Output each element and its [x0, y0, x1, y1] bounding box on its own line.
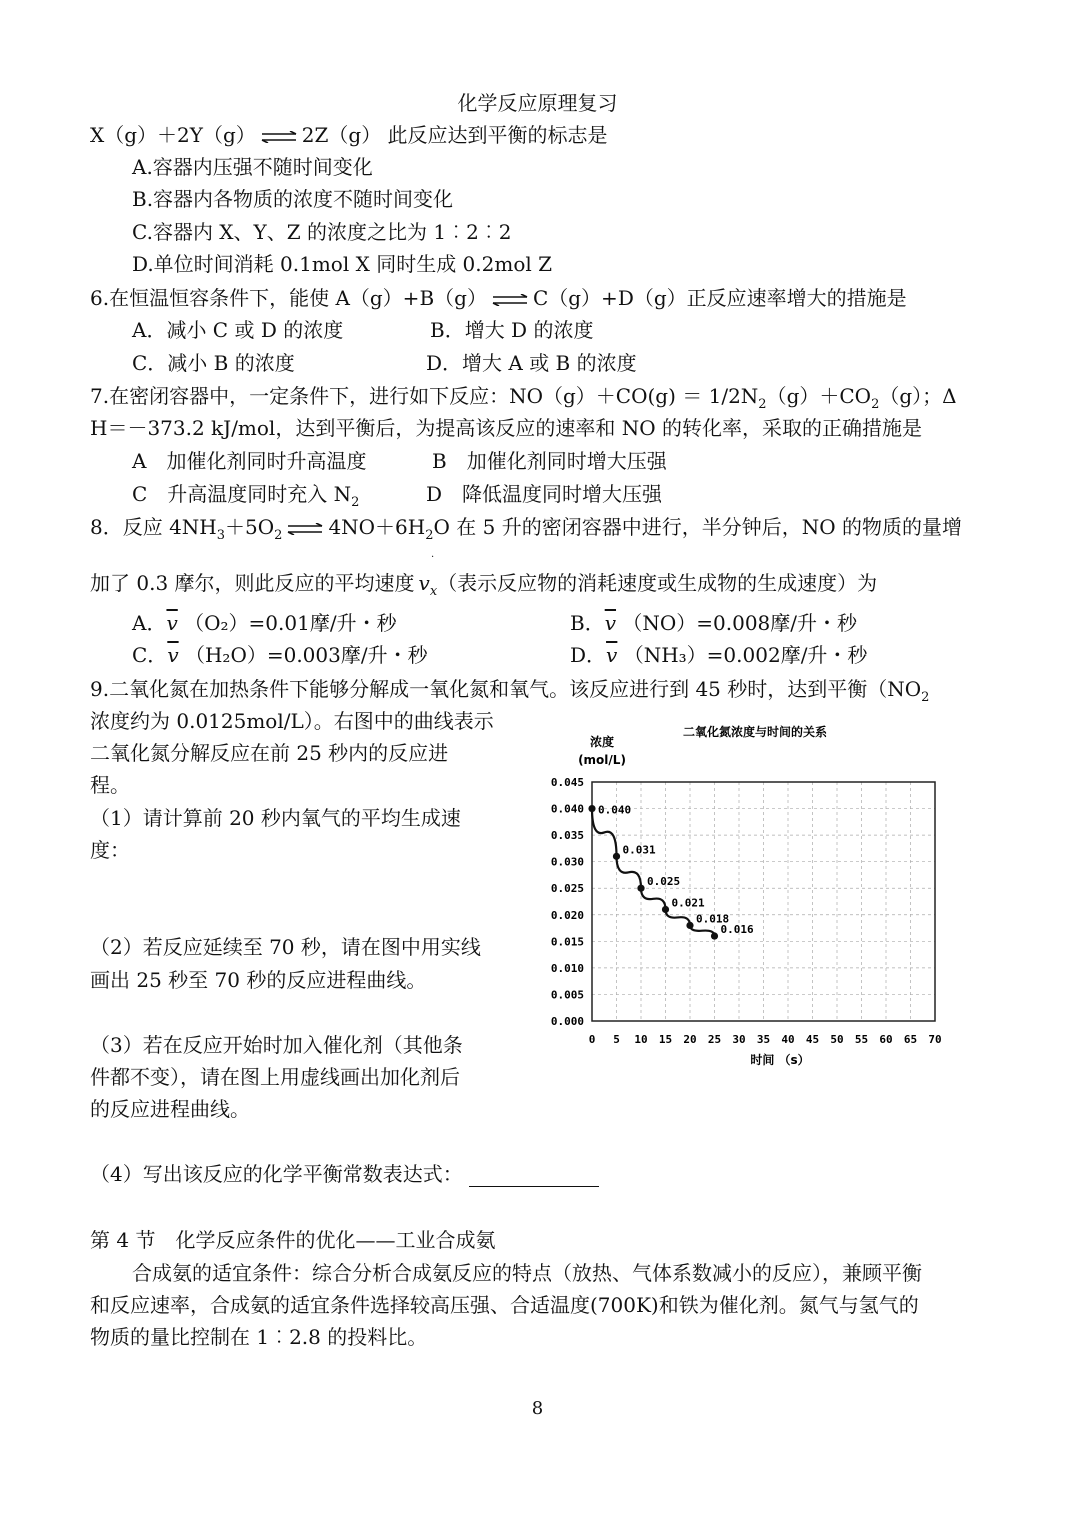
- section-para-line3: 物质的量比控制在 1︰2.8 的投料比。: [90, 1325, 428, 1349]
- x-tick-label: 70: [928, 1033, 942, 1046]
- q8-mid1: ＋5O: [225, 515, 275, 539]
- q8-tail: O 在 5 升的密闭容器中进行，半分钟后，NO 的物质的量增: [433, 515, 962, 539]
- q9-part1-line2: 度：: [90, 838, 130, 862]
- q9-part1-line1: （1）请计算前 20 秒内氧气的平均生成速: [90, 806, 461, 830]
- data-label: 0.016: [720, 923, 754, 937]
- x-tick-label: 35: [756, 1033, 771, 1046]
- data-point: [662, 906, 669, 913]
- y-tick-label: 0.030: [550, 855, 584, 869]
- q8-option-c-text: （H₂O）=0.003摩/升・秒: [184, 643, 428, 667]
- q7-option-c: C 升高温度同时充入 $N_2$: [132, 482, 360, 510]
- q8-option-d: D．v （NH₃）=0.002摩/升・秒: [570, 643, 868, 667]
- x-tick-label: 65: [903, 1033, 918, 1046]
- y-tick-label: 0.005: [550, 988, 584, 1002]
- x-tick-label: 10: [634, 1033, 648, 1046]
- q9-stem-line3: 二氧化氮分解反应在前 25 秒内的反应进: [90, 741, 449, 765]
- q5-stem-tail: 2Z（g） 此反应达到平衡的标志是: [301, 123, 608, 147]
- q5-stem-lead: X（g）＋2Y（g）: [90, 123, 256, 147]
- y-tick-label: 0.000: [550, 1015, 584, 1028]
- no2-concentration-chart: [530, 718, 950, 1073]
- chart-frame: [592, 782, 935, 1021]
- chart-ylabel-unit: (mol/L): [578, 753, 626, 767]
- q9-part2-line1: （2）若反应延续至 70 秒，请在图中用实线: [90, 935, 481, 959]
- q9-part4: [90, 1161, 599, 1187]
- x-tick-label: 20: [683, 1033, 697, 1046]
- q5-option-b: B.容器内各物质的浓度不随时间变化: [132, 187, 454, 211]
- q9-part4-text: （4）写出该反应的化学平衡常数表达式：: [90, 1162, 463, 1186]
- data-label: 0.018: [696, 912, 730, 926]
- q7-line1-c: （g）；Δ: [879, 384, 957, 408]
- q7-stem-line2: H＝－373.2 kJ/mol，达到平衡后，为提高该反应的速率和 NO 的转化率，采取的正确措施是: [90, 416, 922, 440]
- x-tick-label: 60: [879, 1033, 893, 1046]
- q9-line1: 9.二氧化氮在加热条件下能够分解成一氧化氮和氧气。该反应进行到 45 秒时，达到平衡（NO: [90, 677, 922, 701]
- q9-stem-line2: 浓度约为 0.0125mol/L）。右图中的曲线表示: [90, 709, 494, 733]
- x-tick-label: 40: [781, 1033, 795, 1046]
- q7-stem-line1: 7.在密闭容器中，一定条件下，进行如下反应：$NO(g)+CO(g) = 1/2N_2(g)+CO_2(g)$；Δ: [90, 384, 957, 412]
- data-point: [686, 922, 693, 929]
- q7-option-a: A 加催化剂同时升高温度: [132, 449, 367, 473]
- q6-option-d: D．增大 A 或 B 的浓度: [426, 351, 637, 375]
- q9-part3-line1: （3）若在反应开始时加入催化剂（其他条: [90, 1033, 463, 1057]
- q8-option-b-text: （NO）=0.008摩/升・秒: [622, 611, 858, 635]
- q7-line1-b: （g）＋CO: [766, 384, 872, 408]
- equilibrium-arrow-icon: [286, 523, 324, 535]
- q8-stem: 8．反应 $4NH_3+5O_2$ $4NO+6H_2O$ 在 5 升的密闭容器中进行，半分钟后，NO 的物质的量增: [90, 515, 962, 543]
- equilibrium-arrow-icon: [260, 131, 298, 143]
- q8-option-a: A．v （O₂）=0.01摩/升・秒: [132, 611, 397, 635]
- x-tick-label: 50: [830, 1033, 844, 1046]
- section-para-line1: 合成氨的适宜条件：综合分析合成氨反应的特点（放热、气体系数减小的反应），兼顾平衡: [132, 1261, 922, 1285]
- q6-option-c: C．减小 B 的浓度: [132, 351, 295, 375]
- q8-lead: 8．反应 4NH: [90, 515, 217, 539]
- y-tick-label: 0.045: [550, 776, 584, 789]
- chart-x-ticks: [589, 1033, 942, 1046]
- q7-option-d: D 降低温度同时增大压强: [426, 482, 663, 506]
- page-title: 化学反应原理复习: [457, 91, 618, 115]
- data-label: 0.025: [647, 875, 681, 889]
- y-tick-label: 0.020: [550, 908, 584, 922]
- q8-option-d-text: （NH₃）=0.002摩/升・秒: [623, 643, 868, 667]
- y-tick-label: 0.015: [550, 935, 584, 949]
- x-tick-label: 25: [707, 1033, 722, 1046]
- section-para-line2: 和反应速率，合成氨的适宜条件选择较高压强、合适温度(700K)和铁为催化剂。氮气与氢气的: [90, 1293, 919, 1317]
- q5-option-d: D.单位时间消耗 0.1mol X 同时生成 0.2mol Z: [132, 252, 553, 276]
- data-label: 0.031: [622, 843, 656, 857]
- x-tick-label: 15: [658, 1033, 673, 1046]
- chart-title: 二氧化氮浓度与时间的关系: [682, 725, 828, 739]
- q6-stem: [90, 285, 907, 311]
- chart-ylabel: 浓度: [589, 735, 615, 749]
- data-point: [637, 885, 644, 892]
- section-heading: 第 4 节 化学反应条件的优化——工业合成氨: [90, 1228, 496, 1252]
- q5-stem: [90, 122, 608, 148]
- data-point: [711, 932, 718, 939]
- q8-option-a-text: （O₂）=0.01摩/升・秒: [184, 611, 397, 635]
- q5-option-c: C.容器内 X、Y、Z 的浓度之比为 1︰2︰2: [132, 220, 512, 244]
- chart-y-ticks: [551, 776, 584, 1028]
- stray-dot: .: [431, 549, 435, 560]
- q9-part2-line2: 画出 25 秒至 70 秒的反应进程曲线。: [90, 968, 427, 992]
- q6-option-b: B．增大 D 的浓度: [430, 318, 594, 342]
- chart-xlabel: 时间 （s）: [750, 1053, 810, 1067]
- x-tick-label: 5: [613, 1033, 620, 1046]
- q9-part3-line2: 件都不变），请在图上用虚线画出加化剂后: [90, 1065, 460, 1089]
- q6-stem-lead: 6.在恒温恒容条件下，能使 A（g）+B（g）: [90, 286, 487, 310]
- q7-option-b: B 加催化剂同时增大压强: [432, 449, 667, 473]
- y-tick-label: 0.035: [550, 829, 584, 843]
- data-point: [588, 805, 595, 812]
- q9-stem-line4: 程。: [90, 773, 130, 797]
- x-tick-label: 45: [805, 1033, 820, 1046]
- chart-points: [588, 804, 754, 940]
- x-tick-label: 30: [732, 1033, 746, 1046]
- q8-option-b: B．v （NO）=0.008摩/升・秒: [570, 611, 858, 635]
- page-number: 8: [531, 1398, 544, 1419]
- q8-mid2: 4NO＋6H: [328, 515, 426, 539]
- q8-stem-line2: 加了 0.3 摩尔，则此反应的平均速度 $v_x$（表示反应物的消耗速度或生成物的生成速度）为: [90, 571, 878, 599]
- q7-line1-a: 7.在密闭容器中，一定条件下，进行如下反应：NO（g）＋CO(g) ＝ 1/2N: [90, 384, 759, 408]
- data-label: 0.040: [598, 803, 632, 817]
- equilibrium-arrow-icon: [491, 294, 529, 306]
- q5-option-a: A.容器内压强不随时间变化: [132, 155, 373, 179]
- q8-option-c: C．v （H₂O）=0.003摩/升・秒: [132, 643, 428, 667]
- q9-part3-line3: 的反应进程曲线。: [90, 1097, 250, 1121]
- q6-option-a: A．减小 C 或 D 的浓度: [132, 318, 344, 342]
- answer-blank[interactable]: [469, 1168, 599, 1187]
- data-point: [613, 853, 620, 860]
- q7-option-c-text: C 升高温度同时充入 N: [132, 482, 352, 506]
- y-tick-label: 0.040: [550, 802, 584, 816]
- q8-line2-tail: （表示反应物的消耗速度或生成物的生成速度）为: [437, 571, 878, 595]
- y-tick-label: 0.025: [550, 882, 584, 896]
- data-label: 0.021: [671, 896, 705, 910]
- q9-stem-line1: 9.二氧化氮在加热条件下能够分解成一氧化氮和氧气。该反应进行到 45 秒时，达到平衡（$NO_2$: [90, 677, 930, 705]
- x-tick-label: 0: [588, 1033, 596, 1046]
- q8-line2: 加了 0.3 摩尔，则此反应的平均速度: [90, 571, 415, 595]
- y-tick-label: 0.010: [550, 961, 584, 975]
- chart-grid: [592, 782, 935, 1021]
- q6-stem-tail: C（g）+D（g）正反应速率增大的措施是: [532, 286, 907, 310]
- x-tick-label: 55: [854, 1033, 869, 1046]
